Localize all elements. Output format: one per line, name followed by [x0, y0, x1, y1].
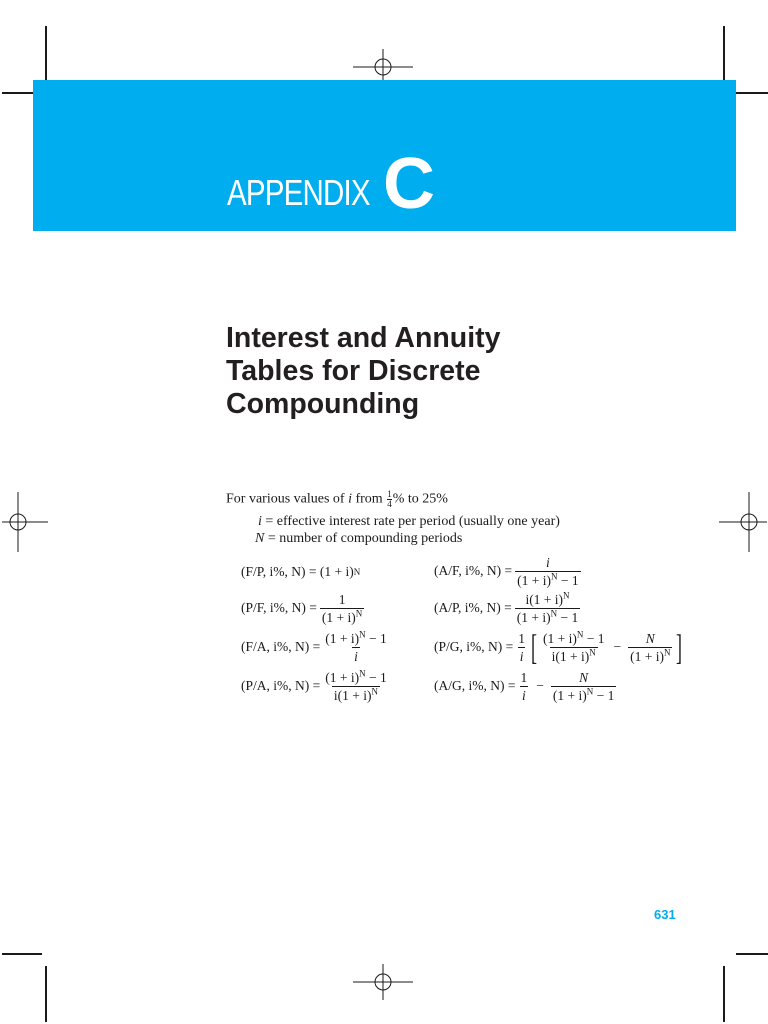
- page-number: 631: [654, 907, 676, 922]
- formula-p-given-a: (P/A, i%, N) = $\frac{(1 + i)^N - 1}{i(1 + i)^N}$: [241, 668, 387, 703]
- definition-n: N = number of compounding periods: [255, 531, 463, 546]
- definition-i: i = effective interest rate per period (usually one year): [258, 514, 560, 529]
- appendix-banner: [33, 80, 736, 231]
- crop-mark-bottom-left-horizontal: [2, 953, 42, 955]
- title-line: Interest and Annuity: [226, 322, 501, 354]
- title-line: Compounding: [226, 388, 420, 420]
- crop-mark-bottom-left-vertical: [45, 966, 47, 1022]
- quarter-fraction: $\frac{1}{4}$: [387, 489, 392, 509]
- formula-a-given-g: (A/G, i%, N) = $\frac{1}{i}$ − $\frac{N}{(1 + i)^N - 1}$: [434, 669, 615, 703]
- page-title: [226, 322, 646, 421]
- formula-a-given-f: (A/F, i%, N) = $\frac{i}{(1 + i)^N - 1}$: [434, 554, 579, 588]
- formula-a-given-p: (A/P, i%, N) = $\frac{i(1 + i)^N}{(1 + i)^N - 1}$: [434, 590, 579, 625]
- intro-text: For various values of i from $\frac{1}{4}$ % to 25%: [226, 489, 448, 509]
- crop-mark-top-right-horizontal: [736, 92, 768, 94]
- formula-p-given-g: (P/G, i%, N) = $\frac{1}{i}$ [ $\frac{(1 + i)^N - 1}{i(1 + i)^N}$ − $\frac{N}{(1 + i)^N}$ ]: [434, 627, 683, 667]
- formula-f-given-p: (F/P, i%, N) = (1 + i) N: [241, 564, 361, 579]
- crop-mark-bottom-right-vertical: [723, 966, 725, 1022]
- registration-mark-right-icon: [719, 492, 768, 552]
- registration-mark-bottom-icon: [353, 952, 413, 1012]
- appendix-letter: C: [383, 144, 435, 224]
- title-line: Tables for Discrete: [226, 355, 481, 387]
- appendix-word: APPENDIX: [227, 172, 370, 213]
- formula-p-given-f: (P/F, i%, N) = $\frac{1}{(1 + i)^N}$: [241, 591, 363, 625]
- crop-mark-bottom-right-horizontal: [736, 953, 768, 955]
- registration-mark-left-icon: [0, 492, 48, 552]
- formula-f-given-a: (F/A, i%, N) = $\frac{(1 + i)^N - 1}{i}$: [241, 629, 387, 664]
